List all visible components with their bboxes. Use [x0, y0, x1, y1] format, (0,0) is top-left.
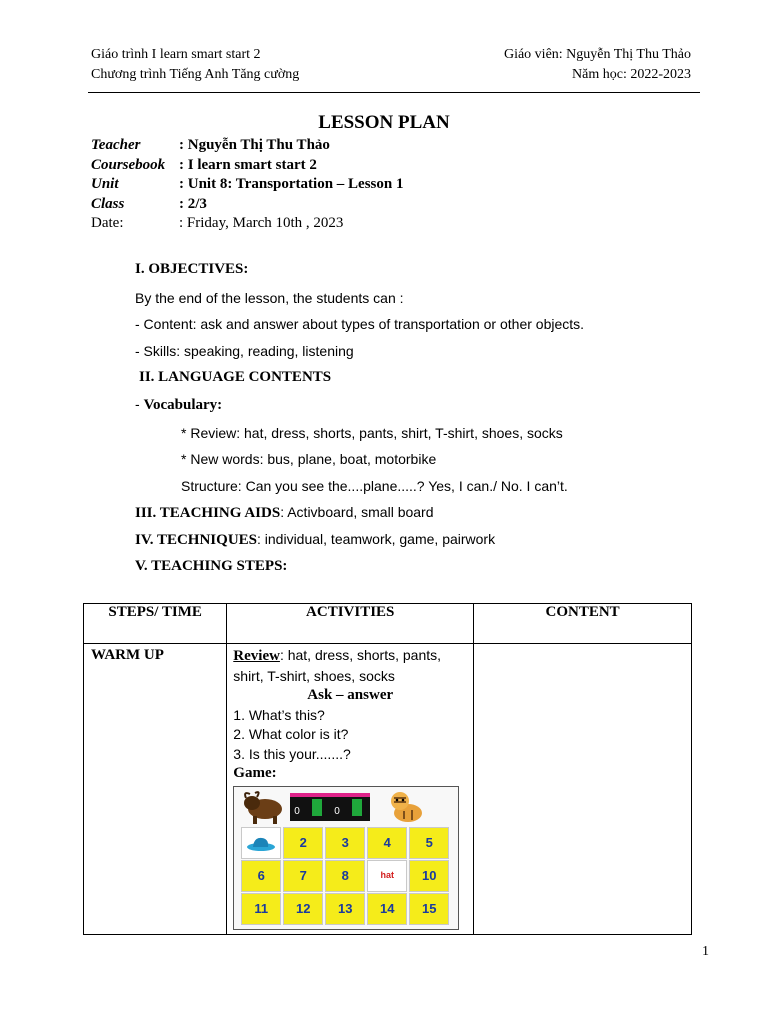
aids-text: : Activboard, small board — [280, 504, 434, 520]
ask-answer-heading: Ask – answer — [307, 687, 394, 703]
game-tile[interactable]: 6 — [241, 860, 281, 892]
game-tile[interactable]: 3 — [325, 827, 365, 859]
score-team-2: 0 — [334, 805, 340, 817]
objectives-heading: I. OBJECTIVES: — [135, 261, 249, 277]
score-marker-icon — [352, 799, 362, 816]
teaching-steps-table — [83, 603, 692, 935]
info-coursebook — [91, 156, 403, 176]
objectives-content: - Content: ask and answer about types of transportation or other objects. — [135, 316, 585, 332]
techniques — [135, 531, 495, 549]
table-row — [84, 644, 692, 935]
scoreboard — [290, 793, 370, 821]
info-unit — [91, 175, 403, 195]
game-tile[interactable]: 7 — [283, 860, 323, 892]
header-steps-time: STEPS/ TIME — [84, 604, 227, 644]
question-2: 2. What color is it? — [233, 726, 349, 742]
game-tile[interactable]: hat — [367, 860, 407, 892]
game-tile[interactable]: 11 — [241, 893, 281, 925]
header-textbook: Giáo trình I learn smart start 2 — [91, 47, 261, 62]
header-teacher: Giáo viên: Nguyễn Thị Thu Thảo — [503, 47, 691, 62]
vocab-prefix: - — [135, 396, 144, 412]
step-warm-up: WARM UP — [84, 644, 227, 935]
structure-line: Structure: Can you see the....plane.....? Yes, I can./ No. I can’t. — [181, 478, 568, 494]
table-header-row — [84, 604, 692, 644]
game-tile[interactable]: 14 — [367, 893, 407, 925]
header-program: Chương trình Tiếng Anh Tăng cường — [91, 67, 300, 82]
game-board — [233, 786, 459, 930]
header-divider — [88, 92, 700, 93]
teaching-aids — [135, 504, 434, 522]
game-label: Game: — [233, 765, 277, 781]
header-left — [91, 45, 299, 85]
info-label: Date: — [91, 215, 124, 231]
game-tile[interactable]: 10 — [409, 860, 449, 892]
activities-cell — [227, 644, 474, 935]
objectives-skills: - Skills: speaking, reading, listening — [135, 343, 354, 359]
objectives-intro: By the end of the lesson, the students can : — [135, 290, 404, 306]
header-activities: ACTIVITIES — [227, 604, 474, 644]
vocab-review: * Review: hat, dress, shorts, pants, shirt, T-shirt, shoes, socks — [181, 425, 563, 441]
question-1: 1. What’s this? — [233, 706, 325, 723]
score-marker-icon — [312, 799, 322, 816]
game-tile[interactable]: 5 — [409, 827, 449, 859]
vocab-label: Vocabulary: — [143, 397, 223, 413]
content-cell — [474, 644, 692, 935]
review-text: : hat, dress, shorts, pants, shirt, T-shirt, shoes, socks — [233, 647, 442, 684]
info-label: Coursebook — [91, 156, 166, 173]
info-label: Class — [91, 195, 125, 212]
info-label: Unit — [91, 176, 119, 192]
techniques-label: IV. TECHNIQUES — [135, 532, 257, 548]
info-value: : 2/3 — [179, 195, 207, 212]
game-tile[interactable]: 12 — [283, 893, 323, 925]
vocab-new-words: * New words: bus, plane, boat, motorbike — [181, 451, 437, 467]
header-school-year: Năm học: 2022-2023 — [572, 67, 691, 82]
info-date — [91, 214, 403, 234]
question-3: 3. Is this your.......? — [233, 745, 351, 762]
review-label: Review — [233, 648, 280, 664]
info-value: : Friday, March 10th , 2023 — [179, 215, 344, 231]
score-team-1: 0 — [294, 805, 300, 817]
game-tile[interactable]: 2 — [283, 827, 323, 859]
techniques-text: : individual, teamwork, game, pairwork — [257, 531, 496, 547]
page-title: LESSON PLAN — [318, 112, 450, 133]
header-content: CONTENT — [474, 604, 692, 644]
info-class — [91, 195, 403, 215]
info-value: : I learn smart start 2 — [179, 156, 317, 173]
vocabulary-line — [135, 396, 222, 414]
hat-icon — [246, 834, 276, 852]
game-tile[interactable]: 8 — [325, 860, 365, 892]
buffalo-icon — [241, 789, 287, 825]
review-line — [233, 646, 473, 686]
aids-label: III. TEACHING AIDS — [135, 505, 281, 521]
steps-heading: V. TEACHING STEPS: — [135, 558, 288, 574]
page-number: 1 — [702, 944, 709, 959]
header-right — [504, 45, 691, 85]
info-teacher — [91, 136, 403, 156]
language-heading: II. LANGUAGE CONTENTS — [139, 369, 332, 385]
game-tile[interactable]: 4 — [367, 827, 407, 859]
info-value: : Nguyễn Thị Thu Thảo — [179, 137, 330, 153]
tiger-icon — [386, 789, 426, 825]
info-label: Teacher — [91, 137, 141, 153]
info-value: : Unit 8: Transportation – Lesson 1 — [179, 176, 404, 192]
game-tile[interactable]: 13 — [325, 893, 365, 925]
game-tile[interactable]: 15 — [409, 893, 449, 925]
game-tile[interactable] — [241, 827, 281, 859]
lesson-info — [91, 136, 403, 234]
